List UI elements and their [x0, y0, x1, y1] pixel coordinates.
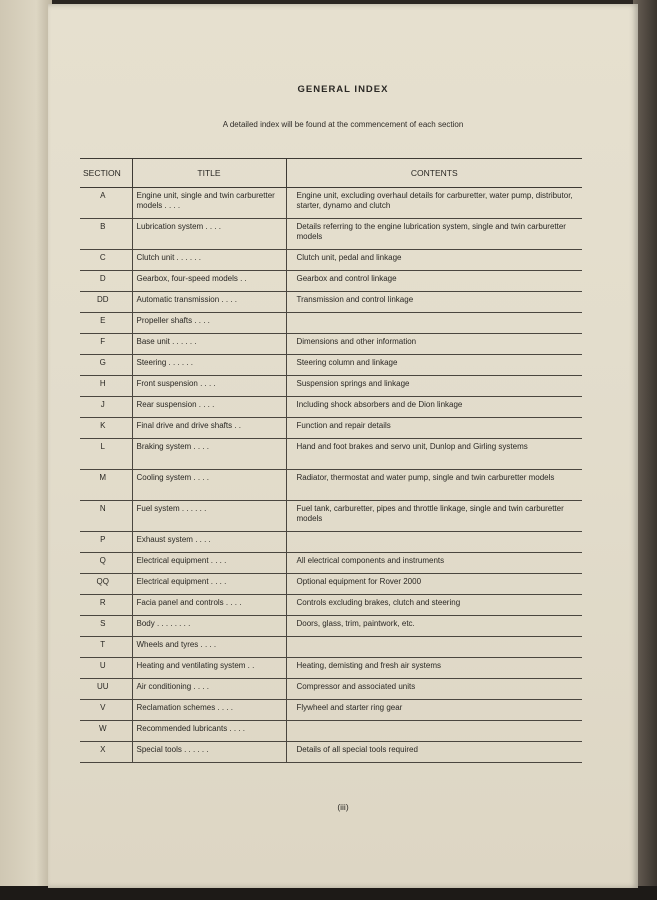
section-code: F — [80, 334, 132, 355]
section-contents: Hand and foot brakes and servo unit, Dunlop and Girling systems — [286, 439, 582, 470]
section-title: Heating and ventilating system . . — [132, 658, 286, 679]
section-contents — [286, 637, 582, 658]
table-row — [80, 532, 582, 553]
section-title: Clutch unit . . . . . . — [132, 250, 286, 271]
section-title: Final drive and drive shafts . . — [132, 418, 286, 439]
section-code: L — [80, 439, 132, 470]
table-row — [80, 658, 582, 679]
table-row — [80, 595, 582, 616]
section-contents: Optional equipment for Rover 2000 — [286, 574, 582, 595]
section-code: R — [80, 595, 132, 616]
section-contents: Radiator, thermostat and water pump, single and twin carburetter models — [286, 470, 582, 501]
section-contents: Heating, demisting and fresh air systems — [286, 658, 582, 679]
table-row — [80, 334, 582, 355]
section-code: X — [80, 742, 132, 763]
table-row — [80, 292, 582, 313]
table-row — [80, 470, 582, 501]
table-row — [80, 637, 582, 658]
section-contents — [286, 313, 582, 334]
section-title: Cooling system . . . . — [132, 470, 286, 501]
section-code: J — [80, 397, 132, 418]
table-row — [80, 219, 582, 250]
section-title: Special tools . . . . . . — [132, 742, 286, 763]
section-code: W — [80, 721, 132, 742]
section-contents: Doors, glass, trim, paintwork, etc. — [286, 616, 582, 637]
section-contents: Details of all special tools required — [286, 742, 582, 763]
section-code: E — [80, 313, 132, 334]
table-row — [80, 742, 582, 763]
section-code: M — [80, 470, 132, 501]
section-title: Facia panel and controls . . . . — [132, 595, 286, 616]
table-row — [80, 271, 582, 292]
section-code: D — [80, 271, 132, 292]
section-title: Air conditioning . . . . — [132, 679, 286, 700]
header-section: SECTION — [80, 159, 132, 188]
table-row — [80, 721, 582, 742]
section-title: Front suspension . . . . — [132, 376, 286, 397]
section-code: UU — [80, 679, 132, 700]
section-title: Rear suspension . . . . — [132, 397, 286, 418]
section-title: Electrical equipment . . . . — [132, 553, 286, 574]
section-contents: Gearbox and control linkage — [286, 271, 582, 292]
section-code: N — [80, 501, 132, 532]
section-contents: Engine unit, excluding overhaul details for carburetter, water pump, distributor, starter, dynamo and clutch — [286, 188, 582, 219]
section-code: U — [80, 658, 132, 679]
table-row — [80, 553, 582, 574]
table-row — [80, 188, 582, 219]
table-row — [80, 501, 582, 532]
section-title: Lubrication system . . . . — [132, 219, 286, 250]
section-code: A — [80, 188, 132, 219]
table-row — [80, 418, 582, 439]
table-row — [80, 679, 582, 700]
section-code: G — [80, 355, 132, 376]
book-page — [48, 4, 638, 888]
adjacent-page-edge — [0, 0, 52, 900]
section-contents: Clutch unit, pedal and linkage — [286, 250, 582, 271]
section-code: T — [80, 637, 132, 658]
section-code: S — [80, 616, 132, 637]
section-title: Braking system . . . . — [132, 439, 286, 470]
section-contents: Steering column and linkage — [286, 355, 582, 376]
table-row — [80, 376, 582, 397]
section-title: Body . . . . . . . . — [132, 616, 286, 637]
table-header-row — [80, 159, 582, 188]
section-title: Steering . . . . . . — [132, 355, 286, 376]
section-code: V — [80, 700, 132, 721]
section-contents: Including shock absorbers and de Dion linkage — [286, 397, 582, 418]
section-contents: Function and repair details — [286, 418, 582, 439]
section-contents: Details referring to the engine lubrication system, single and twin carburetter models — [286, 219, 582, 250]
section-title: Wheels and tyres . . . . — [132, 637, 286, 658]
section-contents: Fuel tank, carburetter, pipes and throttle linkage, single and twin carburetter models — [286, 501, 582, 532]
table-row — [80, 574, 582, 595]
section-contents — [286, 721, 582, 742]
section-title: Engine unit, single and twin carburetter models . . . . — [132, 188, 286, 219]
section-contents: All electrical components and instruments — [286, 553, 582, 574]
table-row — [80, 355, 582, 376]
section-code: QQ — [80, 574, 132, 595]
section-code: Q — [80, 553, 132, 574]
section-title: Propeller shafts . . . . — [132, 313, 286, 334]
section-contents: Suspension springs and linkage — [286, 376, 582, 397]
page-subtitle: A detailed index will be found at the commencement of each section — [222, 120, 464, 129]
table-row — [80, 397, 582, 418]
section-code: H — [80, 376, 132, 397]
section-title: Gearbox, four-speed models . . — [132, 271, 286, 292]
section-title: Electrical equipment . . . . — [132, 574, 286, 595]
section-contents — [286, 532, 582, 553]
section-contents: Compressor and associated units — [286, 679, 582, 700]
table-row — [80, 250, 582, 271]
section-code: P — [80, 532, 132, 553]
section-title: Base unit . . . . . . — [132, 334, 286, 355]
table-row — [80, 700, 582, 721]
page-number: (iii) — [337, 802, 349, 812]
table-row — [80, 313, 582, 334]
index-table — [80, 158, 582, 763]
section-title: Automatic transmission . . . . — [132, 292, 286, 313]
section-title: Reclamation schemes . . . . — [132, 700, 286, 721]
section-code: DD — [80, 292, 132, 313]
section-contents: Transmission and control linkage — [286, 292, 582, 313]
table-row — [80, 616, 582, 637]
section-code: K — [80, 418, 132, 439]
page-title: GENERAL INDEX — [297, 84, 389, 95]
section-title: Recommended lubricants . . . . — [132, 721, 286, 742]
table-row — [80, 439, 582, 470]
section-contents: Dimensions and other information — [286, 334, 582, 355]
section-code: C — [80, 250, 132, 271]
header-contents: CONTENTS — [286, 159, 582, 188]
section-title: Fuel system . . . . . . — [132, 501, 286, 532]
section-contents: Flywheel and starter ring gear — [286, 700, 582, 721]
header-title: TITLE — [132, 159, 286, 188]
bottom-shadow — [0, 886, 657, 900]
section-code: B — [80, 219, 132, 250]
section-title: Exhaust system . . . . — [132, 532, 286, 553]
section-contents: Controls excluding brakes, clutch and steering — [286, 595, 582, 616]
